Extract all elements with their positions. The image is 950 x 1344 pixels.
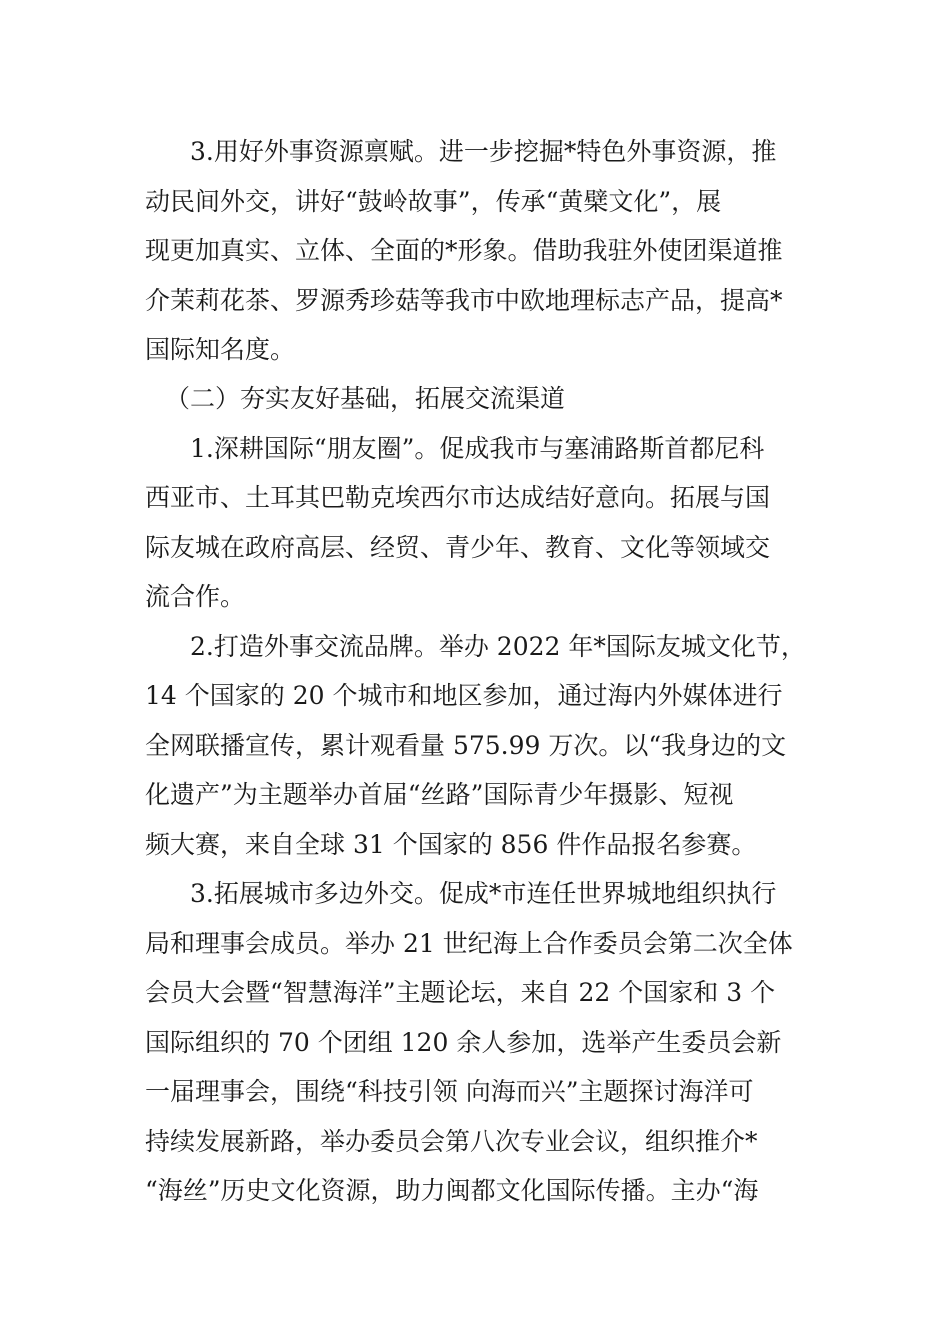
paragraph-line: 全网联播宣传，累计观看量 575.99 万次。以“我身边的文 xyxy=(145,731,787,760)
paragraph-line: 3.拓展城市多边外交。促成*市连任世界城地组织执行 xyxy=(190,879,777,908)
paragraph-line: 流合作。 xyxy=(145,582,246,611)
paragraph-line: 一届理事会，围绕“科技引领 向海而兴”主题探讨海洋可 xyxy=(145,1077,754,1106)
paragraph-line: 西亚市、土耳其巴勒克埃西尔市达成结好意向。拓展与国 xyxy=(145,483,771,512)
paragraph-line: 局和理事会成员。举办 21 世纪海上合作委员会第二次全体 xyxy=(145,929,793,958)
paragraph-line: 动民间外交，讲好“鼓岭故事”，传承“黄檗文化”，展 xyxy=(145,187,722,216)
paragraph-line: 频大赛，来自全球 31 个国家的 856 件作品报名参赛。 xyxy=(145,830,757,859)
paragraph-line: “海丝”历史文化资源，助力闽都文化国际传播。主办“海 xyxy=(145,1176,759,1205)
paragraph-line: 际友城在政府高层、经贸、青少年、教育、文化等领域交 xyxy=(145,533,771,562)
paragraph-line: 国际组织的 70 个团组 120 余人参加，选举产生委员会新 xyxy=(145,1028,782,1057)
paragraph-line: 化遗产”为主题举办首届“丝路”国际青少年摄影、短视 xyxy=(145,780,734,809)
paragraph-line: 介茉莉花茶、罗源秀珍菇等我市中欧地理标志产品，提高* xyxy=(145,286,783,315)
paragraph-line: 国际知名度。 xyxy=(145,335,296,364)
section-heading: （二）夯实友好基础，拓展交流渠道 xyxy=(165,384,566,413)
paragraph-line: 2.打造外事交流品牌。举办 2022 年*国际友城文化节， xyxy=(190,632,806,661)
paragraph-line: 会员大会暨“智慧海洋”主题论坛，来自 22 个国家和 3 个 xyxy=(145,978,776,1007)
paragraph-line: 持续发展新路，举办委员会第八次专业会议，组织推介* xyxy=(145,1127,758,1156)
paragraph-line: 14 个国家的 20 个城市和地区参加，通过海内外媒体进行 xyxy=(145,681,783,710)
paragraph-line: 1.深耕国际“朋友圈”。促成我市与塞浦路斯首都尼科 xyxy=(190,434,765,463)
paragraph-line: 现更加真实、立体、全面的*形象。借助我驻外使团渠道推 xyxy=(145,236,783,265)
paragraph-line: 3.用好外事资源禀赋。进一步挖掘*特色外事资源，推 xyxy=(190,137,777,166)
